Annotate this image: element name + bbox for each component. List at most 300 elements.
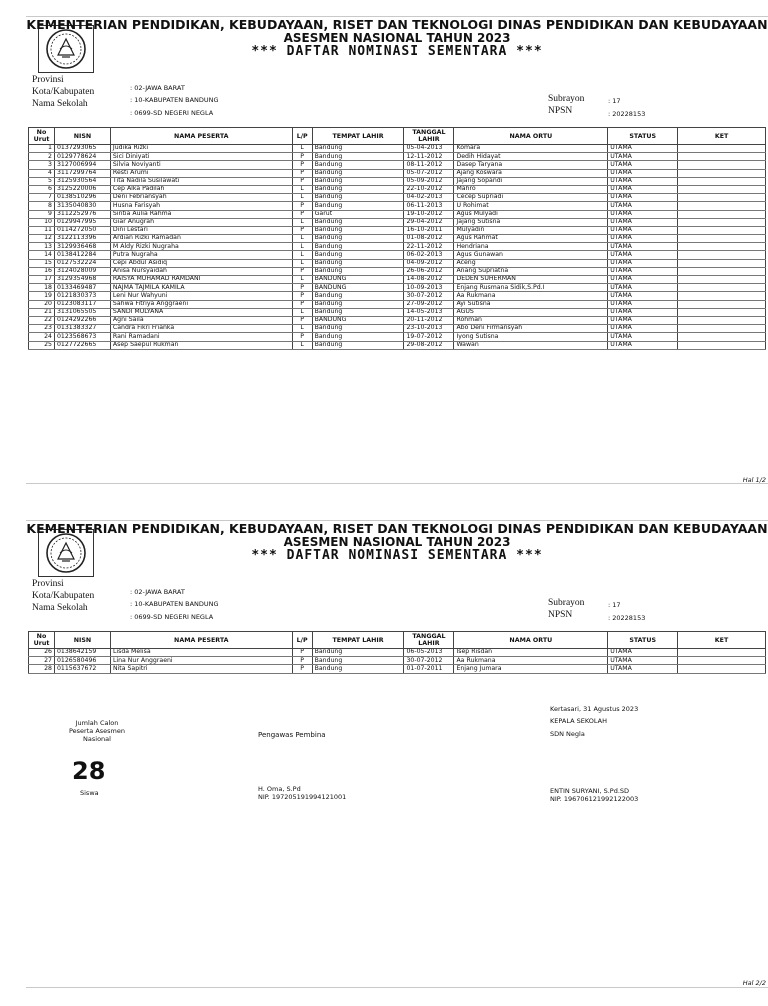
cell-no: 21	[29, 308, 55, 316]
jumlah-line-2: Peserta Asesmen	[68, 727, 125, 735]
cell-tanggal: 10-09-2013	[404, 284, 454, 292]
cell-ortu: Mulyadin	[454, 226, 608, 234]
table-row	[29, 316, 766, 324]
table-row	[29, 185, 766, 193]
cell-nama: Anisa Nursyaidah	[110, 267, 292, 275]
cell-status: UTAMA	[608, 316, 678, 324]
col-lp: L/P	[292, 128, 312, 145]
header-daftar-nominasi: *** DAFTAR NOMINASI SEMENTARA ***	[251, 548, 543, 563]
table-row	[29, 210, 766, 218]
cell-nama: Cepi Abdul Asidiq	[110, 259, 292, 267]
table-row	[29, 251, 766, 259]
cell-tanggal: 30-07-2012	[404, 292, 454, 300]
header-asesmen: ASESMEN NASIONAL TAHUN 2023	[283, 535, 511, 549]
cell-nama: Leni Nur Wahyuni	[110, 292, 292, 300]
npsn-label: NPSN	[548, 106, 573, 116]
table-row	[29, 235, 766, 243]
col-nama-ortu: NAMA ORTU	[454, 128, 608, 145]
cell-tempat: Garut	[312, 210, 404, 218]
kepsek-school: SDN Negla	[550, 730, 585, 738]
cell-lp: P	[292, 316, 312, 324]
header-ministry: KEMENTERIAN PENDIDIKAN, KEBUDAYAAN, RISET DAN TEKNOLOGI DINAS PENDIDIKAN DAN KEBUDAYAAN	[26, 17, 768, 32]
cell-nisn: 0138510296	[54, 194, 110, 202]
table-header-row	[29, 128, 766, 145]
cell-ortu: Ajang Koswara	[454, 169, 608, 177]
cell-nama: Deni Febriansyah	[110, 194, 292, 202]
pengawas-title: Pengawas Pembina	[258, 731, 326, 739]
cell-lp: P	[292, 649, 312, 657]
subrayon-label: Subrayon	[548, 94, 585, 104]
col-status: STATUS	[608, 632, 678, 649]
cell-tempat: Bandung	[312, 292, 404, 300]
cell-nisn: 0123568673	[54, 333, 110, 341]
cell-no: 12	[29, 235, 55, 243]
cell-ket	[678, 177, 766, 185]
cell-lp: P	[292, 284, 312, 292]
participants-table	[28, 631, 766, 674]
cell-tempat: Bandung	[312, 243, 404, 251]
table-header-row	[29, 632, 766, 649]
cell-ket	[678, 333, 766, 341]
cell-nama: Lina Nur Anggraeni	[110, 657, 292, 665]
npsn-label: NPSN	[548, 610, 573, 620]
cell-nisn: 0138412284	[54, 251, 110, 259]
cell-status: UTAMA	[608, 202, 678, 210]
col-ket: KET	[678, 632, 766, 649]
cell-no: 23	[29, 325, 55, 333]
col-nama-ortu: NAMA ORTU	[454, 632, 608, 649]
cell-ket	[678, 153, 766, 161]
cell-tanggal: 01-08-2012	[404, 235, 454, 243]
cell-tempat: Bandung	[312, 300, 404, 308]
cell-no: 7	[29, 194, 55, 202]
provinsi-value: : 02-JAWA BARAT	[130, 588, 185, 596]
table-row	[29, 145, 766, 153]
cell-status: UTAMA	[608, 649, 678, 657]
cell-no: 4	[29, 169, 55, 177]
header-asesmen: ASESMEN NASIONAL TAHUN 2023	[283, 31, 511, 45]
cell-nama: Giar Anugrah	[110, 218, 292, 226]
cell-ortu: Hendriana	[454, 243, 608, 251]
cell-lp: L	[292, 235, 312, 243]
table-row	[29, 333, 766, 341]
cell-no: 1	[29, 145, 55, 153]
cell-tanggal: 04-09-2012	[404, 259, 454, 267]
cell-status: UTAMA	[608, 185, 678, 193]
cell-ket	[678, 251, 766, 259]
cell-nisn: 0126580496	[54, 657, 110, 665]
cell-no: 26	[29, 649, 55, 657]
cell-nama: Lisda Melisa	[110, 649, 292, 657]
cell-status: UTAMA	[608, 235, 678, 243]
cell-ortu: Anang Supriatna	[454, 267, 608, 275]
cell-tempat: Bandung	[312, 177, 404, 185]
cell-no: 11	[29, 226, 55, 234]
cell-tanggal: 29-04-2012	[404, 218, 454, 226]
cell-status: UTAMA	[608, 325, 678, 333]
cell-nisn: 0115637672	[54, 665, 110, 673]
cell-lp: P	[292, 169, 312, 177]
cell-ket	[678, 649, 766, 657]
cell-lp: L	[292, 341, 312, 349]
sekolah-label: Nama Sekolah	[32, 99, 88, 109]
cell-ortu: Iyong Sutisna	[454, 333, 608, 341]
cell-no: 3	[29, 161, 55, 169]
cell-tempat: Bandung	[312, 333, 404, 341]
cell-nisn: 0121830373	[54, 292, 110, 300]
cell-tempat: Bandung	[312, 194, 404, 202]
cell-nisn: 3112252976	[54, 210, 110, 218]
cell-tempat: BANDUNG	[312, 284, 404, 292]
cell-ortu: Dedih Hidayat	[454, 153, 608, 161]
col-lp: L/P	[292, 632, 312, 649]
cell-ortu: Aa Rukmana	[454, 292, 608, 300]
cell-ortu: Dasep Taryana	[454, 161, 608, 169]
cell-ket	[678, 657, 766, 665]
sekolah-label: Nama Sekolah	[32, 603, 88, 613]
cell-ortu: Enjang Rusmana Sidik,S.Pd.I	[454, 284, 608, 292]
col-tempat-lahir: TEMPAT LAHIR	[312, 128, 404, 145]
table-row	[29, 194, 766, 202]
col-tanggal-lahir: TANGGAL LAHIR	[404, 128, 454, 145]
cell-ortu: Agus Gunawan	[454, 251, 608, 259]
cell-ortu: Jajang Sutisna	[454, 218, 608, 226]
table-row	[29, 177, 766, 185]
cell-status: UTAMA	[608, 243, 678, 251]
cell-tanggal: 22-11-2012	[404, 243, 454, 251]
cell-nama: Sici Diniyati	[110, 153, 292, 161]
cell-tanggal: 26-06-2012	[404, 267, 454, 275]
cell-nisn: 3125930564	[54, 177, 110, 185]
cell-tempat: Bandung	[312, 325, 404, 333]
cell-ket	[678, 325, 766, 333]
cell-ket	[678, 316, 766, 324]
cell-tempat: Bandung	[312, 259, 404, 267]
cell-lp: P	[292, 267, 312, 275]
cell-tanggal: 06-05-2013	[404, 649, 454, 657]
cell-tanggal: 16-10-2011	[404, 226, 454, 234]
cell-ortu: Komara	[454, 145, 608, 153]
cell-lp: P	[292, 657, 312, 665]
cell-tempat: Bandung	[312, 308, 404, 316]
cell-nisn: 3131065505	[54, 308, 110, 316]
table-row	[29, 169, 766, 177]
cell-status: UTAMA	[608, 226, 678, 234]
cell-nisn: 0114272050	[54, 226, 110, 234]
page-number: Hal 2/2	[742, 979, 766, 987]
table-row	[29, 202, 766, 210]
cell-nisn: 0129947995	[54, 218, 110, 226]
cell-nama: Resti Arumi	[110, 169, 292, 177]
cell-tanggal: 19-10-2012	[404, 210, 454, 218]
cell-nisn: 0127722665	[54, 341, 110, 349]
cell-ket	[678, 259, 766, 267]
cell-no: 5	[29, 177, 55, 185]
cell-ket	[678, 145, 766, 153]
cell-nisn: 0124292266	[54, 316, 110, 324]
cell-status: UTAMA	[608, 194, 678, 202]
cell-nisn: 3135040830	[54, 202, 110, 210]
col-no-urut: No Urut	[29, 632, 55, 649]
cell-nama: RAISYA MUHAMAD RAMDANI	[110, 276, 292, 284]
cell-lp: L	[292, 276, 312, 284]
cell-lp: P	[292, 292, 312, 300]
pengawas-name: H. Oma, S.Pd	[258, 785, 301, 793]
cell-nama: Husna Farisyah	[110, 202, 292, 210]
col-ket: KET	[678, 128, 766, 145]
cell-nama: Candra Fikri Frianka	[110, 325, 292, 333]
cell-nama: SANDI MULYANA	[110, 308, 292, 316]
cell-status: UTAMA	[608, 292, 678, 300]
cell-ket	[678, 218, 766, 226]
cell-tempat: Bandung	[312, 202, 404, 210]
col-tanggal-lahir: TANGGAL LAHIR	[404, 632, 454, 649]
cell-status: UTAMA	[608, 169, 678, 177]
cell-tanggal: 06-11-2013	[404, 202, 454, 210]
place-date: Kertasari, 31 Agustus 2023	[550, 705, 639, 713]
cell-ket	[678, 276, 766, 284]
table-row	[29, 267, 766, 275]
table-row	[29, 153, 766, 161]
cell-nama: Sintia Aulia Rahma	[110, 210, 292, 218]
cell-ortu: U Rohimat	[454, 202, 608, 210]
cell-status: UTAMA	[608, 218, 678, 226]
cell-no: 6	[29, 185, 55, 193]
jumlah-line-3: Nasional	[83, 735, 111, 743]
cell-ket	[678, 226, 766, 234]
cell-ortu: Aa Rukmana	[454, 657, 608, 665]
cell-no: 18	[29, 284, 55, 292]
kepsek-name: ENTIN SURYANI, S.Pd.SD	[550, 787, 630, 795]
cell-no: 9	[29, 210, 55, 218]
kota-value: : 10-KABUPATEN BANDUNG	[130, 600, 219, 608]
jumlah-line-1: Jumlah Calon	[75, 719, 119, 727]
cell-tanggal: 08-11-2012	[404, 161, 454, 169]
cell-tempat: Bandung	[312, 226, 404, 234]
cell-tanggal: 14-05-2013	[404, 308, 454, 316]
sekolah-value: : 0699-SD NEGERI NEGLA	[130, 613, 214, 621]
table-row	[29, 259, 766, 267]
cell-lp: P	[292, 202, 312, 210]
table-row	[29, 284, 766, 292]
table-row	[29, 649, 766, 657]
pengawas-nip: NIP. 197205191994121001	[258, 793, 347, 801]
cell-ortu: Abo Deni Firmansyah	[454, 325, 608, 333]
header-daftar-nominasi: *** DAFTAR NOMINASI SEMENTARA ***	[251, 44, 543, 59]
cell-nama: M Aldy Rizki Nugraha	[110, 243, 292, 251]
cell-status: UTAMA	[608, 161, 678, 169]
cell-nisn: 0137293065	[54, 145, 110, 153]
cell-status: UTAMA	[608, 333, 678, 341]
cell-ket	[678, 284, 766, 292]
cell-ket	[678, 202, 766, 210]
cell-nisn: 3129936468	[54, 243, 110, 251]
cell-ket	[678, 194, 766, 202]
cell-status: UTAMA	[608, 210, 678, 218]
cell-tempat: Bandung	[312, 145, 404, 153]
cell-tanggal: 05-04-2013	[404, 145, 454, 153]
subrayon-value: : 17	[608, 97, 621, 105]
cell-no: 27	[29, 657, 55, 665]
cell-nisn: 3129354968	[54, 276, 110, 284]
cell-no: 28	[29, 665, 55, 673]
cell-tanggal: 27-09-2012	[404, 300, 454, 308]
table-row	[29, 325, 766, 333]
cell-tanggal: 05-07-2012	[404, 169, 454, 177]
cell-tanggal: 23-10-2013	[404, 325, 454, 333]
cell-tempat: Bandung	[312, 169, 404, 177]
table-row	[29, 300, 766, 308]
table-row	[29, 226, 766, 234]
cell-nisn: 0129778624	[54, 153, 110, 161]
table-row	[29, 665, 766, 673]
cell-ket	[678, 210, 766, 218]
cell-no: 14	[29, 251, 55, 259]
cell-tempat: Bandung	[312, 218, 404, 226]
provinsi-value: : 02-JAWA BARAT	[130, 84, 185, 92]
cell-nama: Judika Rizki	[110, 145, 292, 153]
cell-lp: P	[292, 333, 312, 341]
cell-tempat: Bandung	[312, 665, 404, 673]
cell-tempat: Bandung	[312, 161, 404, 169]
col-nama-peserta: NAMA PESERTA	[110, 128, 292, 145]
cell-lp: P	[292, 226, 312, 234]
cell-ortu: Ayi Sutisna	[454, 300, 608, 308]
cell-lp: L	[292, 251, 312, 259]
cell-nama: Cep Alka Padilah	[110, 185, 292, 193]
cell-nama: Dini Lestari	[110, 226, 292, 234]
cell-status: UTAMA	[608, 284, 678, 292]
cell-no: 20	[29, 300, 55, 308]
cell-lp: L	[292, 145, 312, 153]
cell-status: UTAMA	[608, 153, 678, 161]
cell-nisn: 0131383327	[54, 325, 110, 333]
cell-ket	[678, 185, 766, 193]
col-no-urut: No Urut	[29, 128, 55, 145]
cell-no: 17	[29, 276, 55, 284]
table-row	[29, 218, 766, 226]
cell-status: UTAMA	[608, 341, 678, 349]
cell-status: UTAMA	[608, 300, 678, 308]
cell-lp: P	[292, 665, 312, 673]
cell-nama: Tita Nadila Susilawati	[110, 177, 292, 185]
cell-nama: Asep Saepul Rukman	[110, 341, 292, 349]
cell-tempat: Bandung	[312, 341, 404, 349]
table-row	[29, 243, 766, 251]
participant-count: 28	[72, 757, 106, 785]
cell-lp: P	[292, 161, 312, 169]
cell-tanggal: 01-07-2011	[404, 665, 454, 673]
cell-tanggal: 04-02-2013	[404, 194, 454, 202]
cell-nisn: 0123083117	[54, 300, 110, 308]
cell-lp: L	[292, 185, 312, 193]
cell-tanggal: 14-08-2012	[404, 276, 454, 284]
cell-lp: P	[292, 177, 312, 185]
cell-ortu: Jajang Sopandi	[454, 177, 608, 185]
cell-lp: L	[292, 259, 312, 267]
sekolah-value: : 0699-SD NEGERI NEGLA	[130, 109, 214, 117]
cell-tempat: Bandung	[312, 649, 404, 657]
document-page-2	[26, 520, 768, 988]
cell-nisn: 3117299764	[54, 169, 110, 177]
subrayon-value: : 17	[608, 601, 621, 609]
kepsek-nip: NIP. 196706121992122003	[550, 795, 639, 803]
cell-lp: L	[292, 308, 312, 316]
cell-ket	[678, 169, 766, 177]
cell-tempat: Bandung	[312, 267, 404, 275]
cell-no: 25	[29, 341, 55, 349]
npsn-value: : 20228153	[608, 110, 646, 118]
cell-status: UTAMA	[608, 308, 678, 316]
cell-ortu: Agus Rahmat	[454, 235, 608, 243]
cell-nama: Putra Nugraha	[110, 251, 292, 259]
table-row	[29, 657, 766, 665]
cell-ket	[678, 665, 766, 673]
cell-status: UTAMA	[608, 267, 678, 275]
table-row	[29, 292, 766, 300]
cell-ortu: Mahro	[454, 185, 608, 193]
count-unit: Siswa	[80, 789, 99, 797]
kota-value: : 10-KABUPATEN BANDUNG	[130, 96, 219, 104]
cell-status: UTAMA	[608, 657, 678, 665]
cell-ortu: Isep Risdan	[454, 649, 608, 657]
cell-tempat: Bandung	[312, 251, 404, 259]
kota-label: Kota/Kabupaten	[32, 591, 95, 601]
cell-tanggal: 19-07-2012	[404, 333, 454, 341]
cell-nisn: 3127006994	[54, 161, 110, 169]
cell-ortu: Cecep Supriadi	[454, 194, 608, 202]
cell-tempat: BANDUNG	[312, 276, 404, 284]
table-row	[29, 341, 766, 349]
cell-status: UTAMA	[608, 177, 678, 185]
cell-lp: L	[292, 243, 312, 251]
kota-label: Kota/Kabupaten	[32, 87, 95, 97]
cell-tempat: Bandung	[312, 657, 404, 665]
cell-nisn: 0127532224	[54, 259, 110, 267]
col-nama-peserta: NAMA PESERTA	[110, 632, 292, 649]
cell-ortu: Wawan	[454, 341, 608, 349]
cell-lp: L	[292, 194, 312, 202]
cell-no: 24	[29, 333, 55, 341]
cell-tanggal: 06-02-2013	[404, 251, 454, 259]
cell-lp: P	[292, 153, 312, 161]
kepsek-title: KEPALA SEKOLAH	[550, 717, 607, 725]
cell-tanggal: 12-11-2012	[404, 153, 454, 161]
cell-ket	[678, 161, 766, 169]
cell-ket	[678, 267, 766, 275]
cell-status: UTAMA	[608, 259, 678, 267]
col-tempat-lahir: TEMPAT LAHIR	[312, 632, 404, 649]
cell-ket	[678, 300, 766, 308]
table-row	[29, 161, 766, 169]
cell-ortu: Aceng	[454, 259, 608, 267]
col-nisn: NISN	[54, 128, 110, 145]
cell-tanggal: 20-11-2012	[404, 316, 454, 324]
cell-ortu: Enjang Jumara	[454, 665, 608, 673]
cell-tanggal: 29-08-2012	[404, 341, 454, 349]
provinsi-label: Provinsi	[32, 75, 64, 85]
cell-status: UTAMA	[608, 665, 678, 673]
col-status: STATUS	[608, 128, 678, 145]
cell-status: UTAMA	[608, 251, 678, 259]
page-number: Hal 1/2	[742, 476, 766, 484]
cell-no: 2	[29, 153, 55, 161]
document-page-1	[26, 16, 768, 484]
cell-nisn: 3122113396	[54, 235, 110, 243]
cell-ket	[678, 243, 766, 251]
cell-status: UTAMA	[608, 145, 678, 153]
cell-nama: Ardian Rizki Ramadan	[110, 235, 292, 243]
